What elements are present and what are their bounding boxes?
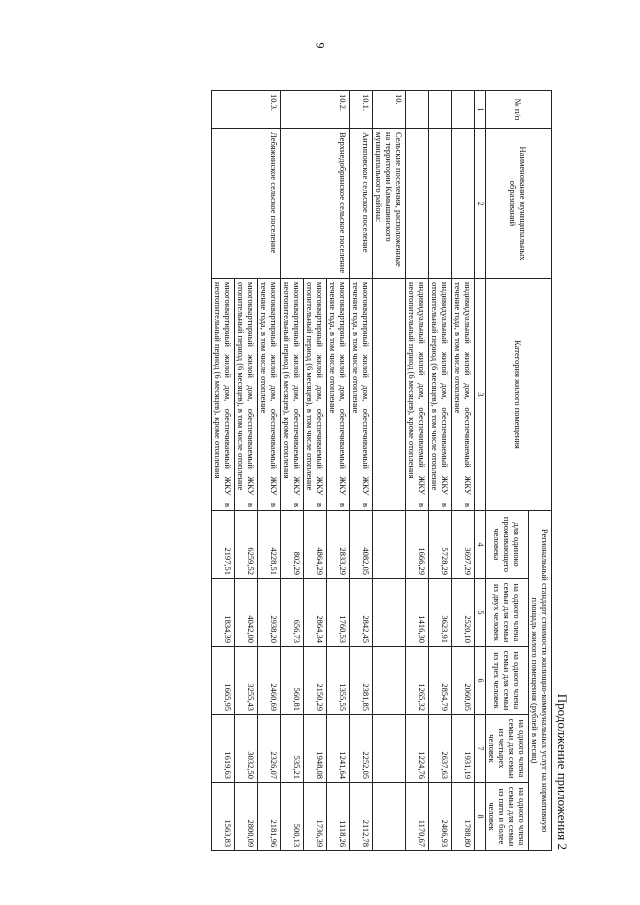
value-cell: 2938,20 [258, 579, 281, 647]
category-cell: многоквартирный жилой дом, обеспечиваемый ЖКУ в отопительный период (6 месяцев), в том числе отопление [235, 279, 258, 511]
header-sub: на одного члена семьи для семьи из четырех человек [485, 715, 528, 783]
value-cell: 1619,63 [212, 715, 235, 783]
value-cell: 2833,29 [327, 511, 350, 579]
value-cell: 4228,51 [258, 511, 281, 579]
table-row [327, 91, 350, 851]
value-cell: 2864,34 [304, 579, 327, 647]
header-municipality: Наименование муниципальных образований [485, 129, 551, 279]
value-cell: 656,73 [281, 579, 304, 647]
value-cell: 1931,19 [452, 715, 475, 783]
value-cell: 1170,67 [406, 783, 429, 851]
column-index: 8 [475, 783, 485, 851]
value-cell: 2842,45 [350, 579, 373, 647]
value-cell: 1834,39 [212, 579, 235, 647]
value-cell: 6259,52 [235, 511, 258, 579]
value-cell: 1760,53 [327, 579, 350, 647]
table-row [452, 91, 475, 851]
column-index: 5 [475, 579, 485, 647]
value-cell: 1224,76 [406, 715, 429, 783]
value-cell: 2326,07 [258, 715, 281, 783]
row-number: 10.2. [281, 91, 350, 129]
value-cell: 1666,29 [406, 511, 429, 579]
value-cell: 3032,50 [235, 715, 258, 783]
category-cell: многоквартирный жилой дом, обеспечиваемый ЖКУ в течение года, в том числе отопление [327, 279, 350, 511]
value-cell: 2252,05 [350, 715, 373, 783]
header-standard-group: Региональный стандарт стоимости жилищно-коммунальных услуг на нормативную площадь жилого помещения (рублей в месяц) [528, 511, 551, 851]
value-cell: 2520,10 [452, 579, 475, 647]
header-sub: на одного члена семьи для семьи из двух человек [485, 579, 528, 647]
section-row [373, 91, 406, 851]
value-cell: 2060,05 [452, 647, 475, 715]
page-number: 9 [313, 42, 328, 49]
value-cell: 560,81 [281, 647, 304, 715]
category-cell: многоквартирный жилой дом, обеспечиваемый ЖКУ в неотопительный период (6 месяцев), кроме отопления [281, 279, 304, 511]
value-cell: 3697,29 [452, 511, 475, 579]
value-cell: 535,21 [281, 715, 304, 783]
value-cell: 1563,83 [212, 783, 235, 851]
category-cell: индивидуальный жилой дом, обеспечиваемый ЖКУ в отопительный период (6 месяцев), в том числе отопление [429, 279, 452, 511]
value-cell: 500,13 [281, 783, 304, 851]
header-category: Категория жилого помещения [485, 279, 551, 511]
column-index: 3 [475, 279, 485, 511]
value-cell: 2637,63 [429, 715, 452, 783]
column-index: 1 [475, 91, 485, 129]
column-index: 4 [475, 511, 485, 579]
value-cell: 2112,78 [350, 783, 373, 851]
value-cell: 1355,55 [327, 647, 350, 715]
value-cell: 802,29 [281, 511, 304, 579]
value-cell: 2406,93 [429, 783, 452, 851]
municipality-name: Лебяжинское сельское поселение [212, 129, 281, 279]
column-index: 7 [475, 715, 485, 783]
value-cell: 2381,85 [350, 647, 373, 715]
value-cell: 2181,96 [258, 783, 281, 851]
header-num: № п/п [485, 91, 551, 129]
section-name: Сельские поселения, расположенные на территории Камышинского муниципального района: [373, 129, 406, 279]
value-cell: 1416,30 [406, 579, 429, 647]
value-cell: 2800,09 [235, 783, 258, 851]
value-cell: 2197,51 [212, 511, 235, 579]
category-cell: многоквартирный жилой дом, обеспечиваемый ЖКУ в неотопительный период (6 месяцев), кроме отопления [212, 279, 235, 511]
header-sub: на одного члена семьи для семьи из пяти и более человек [485, 783, 528, 851]
value-cell: 3255,43 [235, 647, 258, 715]
value-cell: 1241,64 [327, 715, 350, 783]
value-cell: 1118,26 [327, 783, 350, 851]
value-cell: 4864,29 [304, 511, 327, 579]
column-index: 6 [475, 647, 485, 715]
table-row [429, 91, 452, 851]
table-row [406, 91, 429, 851]
table-row [258, 91, 281, 851]
category-cell: индивидуальный жилой дом, обеспечиваемый ЖКУ в неотопительный период (6 месяцев), кроме отопления [406, 279, 429, 511]
header-sub: для одиноко проживающего человека [485, 511, 528, 579]
row-number: 10. [373, 91, 406, 129]
value-cell: 1736,39 [304, 783, 327, 851]
value-cell: 5728,29 [429, 511, 452, 579]
category-cell: многоквартирный жилой дом, обеспечиваемый ЖКУ в течение года, в том числе отопление [350, 279, 373, 511]
municipality-name: Антиповское сельское поселение [350, 129, 373, 279]
value-cell: 1665,95 [212, 647, 235, 715]
category-cell: многоквартирный жилой дом, обеспечиваемый ЖКУ в отопительный период (6 месяцев), в том числе отопление [304, 279, 327, 511]
value-cell: 2854,79 [429, 647, 452, 715]
category-cell: многоквартирный жилой дом, обеспечиваемый ЖКУ в течение года, в том числе отопление [258, 279, 281, 511]
column-index: 2 [475, 129, 485, 279]
value-cell: 4042,00 [235, 579, 258, 647]
table-row [350, 91, 373, 851]
header-sub: на одного члена семьи для семьи из трех человек [485, 647, 528, 715]
value-cell: 3623,91 [429, 579, 452, 647]
value-cell: 1265,32 [406, 647, 429, 715]
category-cell: индивидуальный жилой дом, обеспечиваемый ЖКУ в течение года, в том числе отопление [452, 279, 475, 511]
value-cell: 4082,05 [350, 511, 373, 579]
housing-standards-table [211, 90, 552, 851]
value-cell: 2460,69 [258, 647, 281, 715]
value-cell: 1948,08 [304, 715, 327, 783]
value-cell: 2150,29 [304, 647, 327, 715]
row-number: 10.1. [350, 91, 373, 129]
rotated-page [70, 90, 570, 850]
continuation-label: Продолжение приложения 2 [555, 693, 570, 850]
municipality-name: Верхнедобринское сельское поселение [281, 129, 350, 279]
row-number: 10.3. [212, 91, 281, 129]
value-cell: 1788,80 [452, 783, 475, 851]
